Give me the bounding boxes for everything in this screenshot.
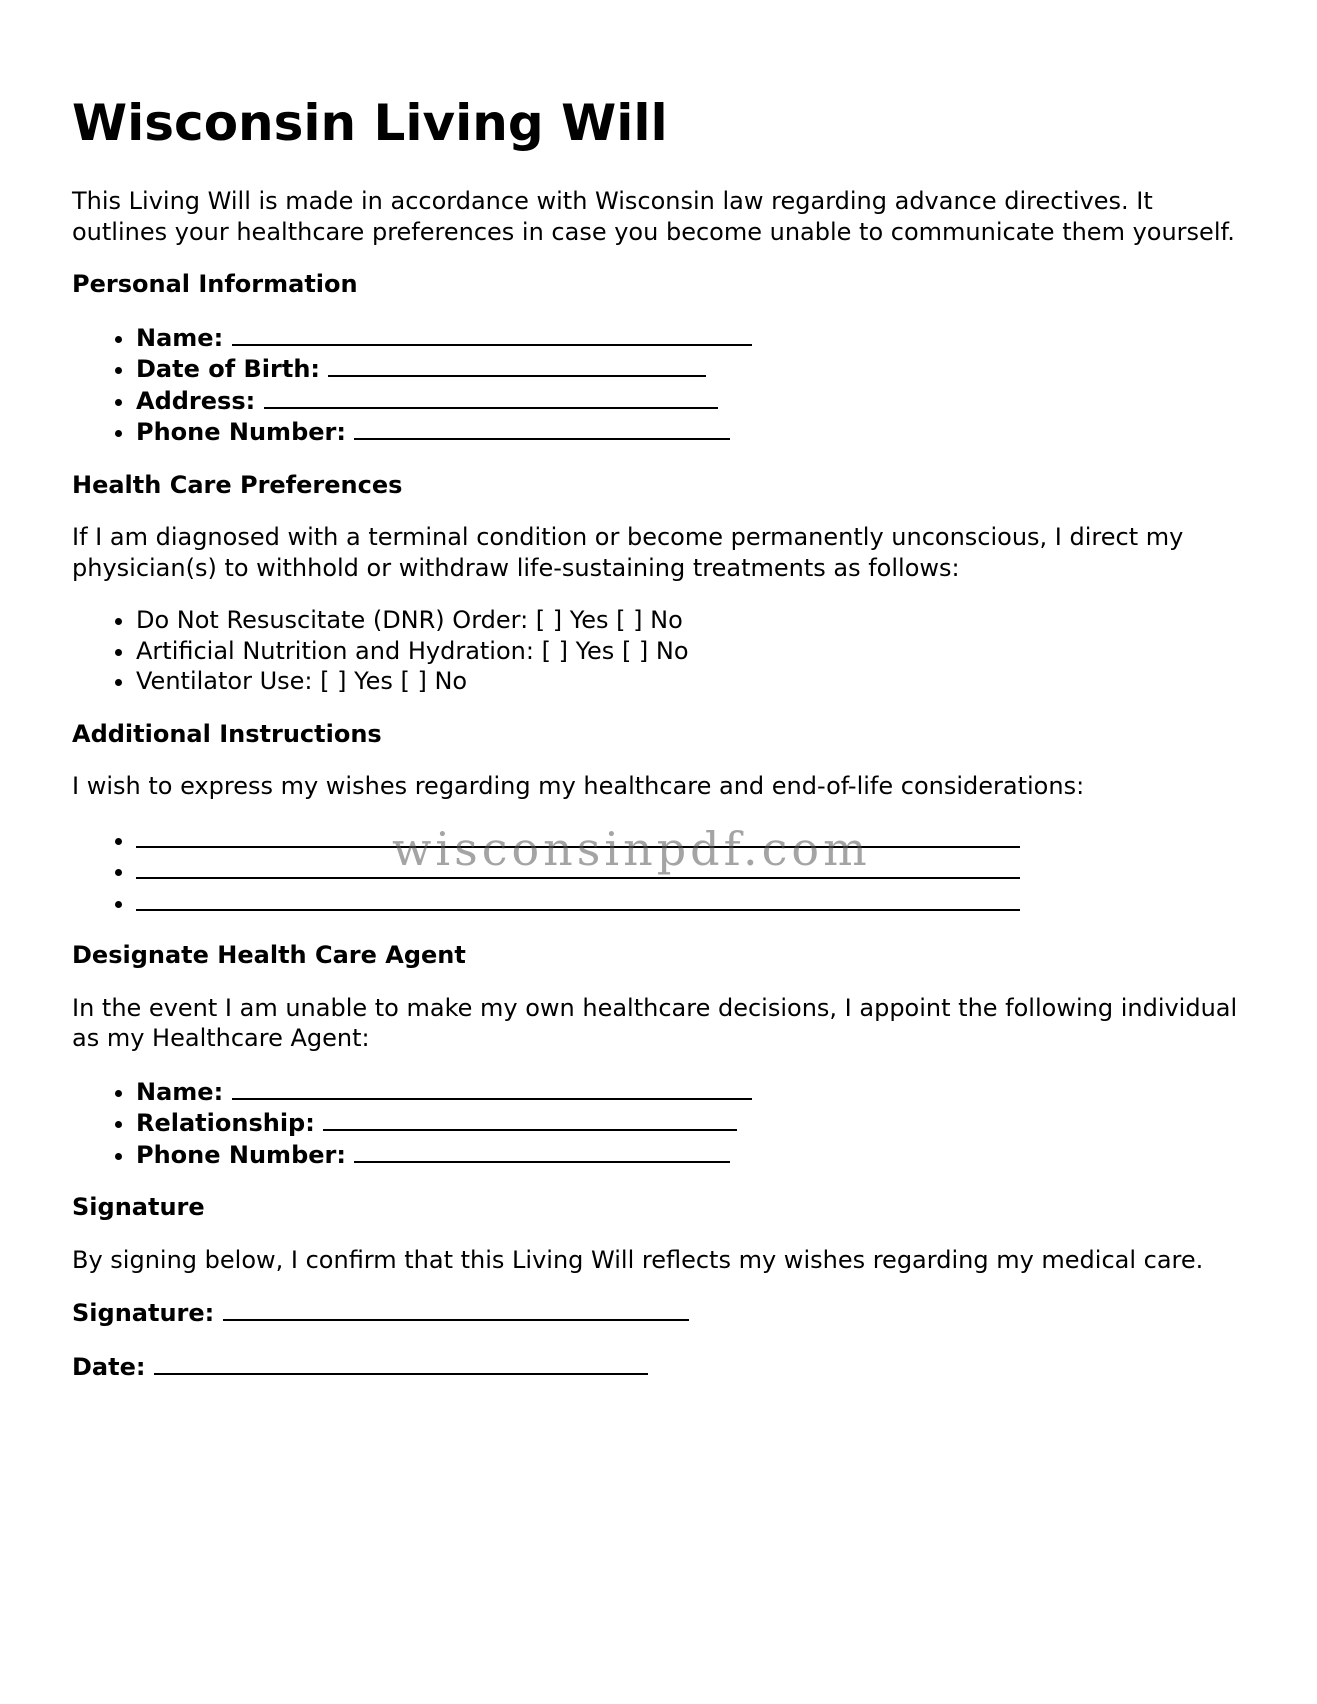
list-item <box>136 385 1252 417</box>
list-item: • Ventilator Use: [ ] Yes [ ] No <box>136 666 1252 697</box>
blank-line <box>328 353 706 377</box>
list-item <box>136 1139 1252 1171</box>
document-title: Wisconsin Living Will <box>72 94 668 152</box>
blank-line <box>354 416 730 440</box>
blank-line <box>323 1107 737 1131</box>
signature-line <box>72 1297 1252 1329</box>
agent-info-list <box>72 1076 1252 1171</box>
list-item <box>136 322 1252 354</box>
field-label: Phone Number: <box>136 1140 346 1169</box>
list-item <box>136 1107 1252 1139</box>
field-label: Date of Birth: <box>136 355 321 383</box>
list-item <box>136 1076 1252 1108</box>
date-line <box>72 1351 1252 1383</box>
field-label: Name: <box>136 323 224 352</box>
list-item: • Artificial Nutrition and Hydration: [ ] Yes [ ] No <box>136 636 1252 667</box>
designate-agent-paragraph: In the event I am unable to make my own healthcare decisions, I appoint the following individual as my Healthcare Agent: <box>72 993 1238 1052</box>
signature-heading: Signature <box>72 1193 205 1221</box>
blank-line <box>223 1297 689 1321</box>
signature-label: Signature: <box>72 1299 215 1327</box>
field-label: Address: <box>136 386 256 415</box>
blank-line <box>136 887 1020 911</box>
blank-line <box>232 1076 752 1100</box>
health-preferences-heading: Health Care Preferences <box>72 470 403 499</box>
additional-instructions-heading: Additional Instructions <box>72 719 382 748</box>
field-label: Relationship: <box>136 1109 315 1137</box>
blank-line <box>232 322 752 346</box>
field-label: Phone Number: <box>136 418 346 446</box>
list-item: • Do Not Resuscitate (DNR) Order: [ ] Yes [ ] No <box>136 605 1252 636</box>
personal-info-heading: Personal Information <box>72 270 358 298</box>
personal-info-list <box>72 322 1252 448</box>
list-item <box>136 887 1252 919</box>
date-label: Date: <box>72 1352 146 1381</box>
treatment-options-list <box>72 605 1252 697</box>
document-page <box>72 0 1252 1382</box>
list-item <box>136 416 1252 448</box>
field-label: Name: <box>136 1077 224 1106</box>
blank-line <box>354 1139 730 1163</box>
watermark: wisconsinpdf.com <box>392 822 871 876</box>
blank-line <box>154 1351 648 1375</box>
additional-instructions-paragraph: I wish to express my wishes regarding my healthcare and end-of-life considerations: <box>72 772 1085 800</box>
signature-paragraph: By signing below, I confirm that this Living Will reflects my wishes regarding my medical care. <box>72 1245 1204 1274</box>
health-preferences-paragraph: If I am diagnosed with a terminal condition or become permanently unconscious, I direct my physician(s) to withhold or withdraw life-sustaining treatments as follows: <box>72 523 1184 582</box>
blank-line <box>264 385 718 409</box>
intro-paragraph: This Living Will is made in accordance with Wisconsin law regarding advance directives. It outlines your healthcare preferences in case you become unable to communicate them yourself. <box>72 187 1235 246</box>
designate-agent-heading: Designate Health Care Agent <box>72 941 466 969</box>
list-item <box>136 353 1252 385</box>
